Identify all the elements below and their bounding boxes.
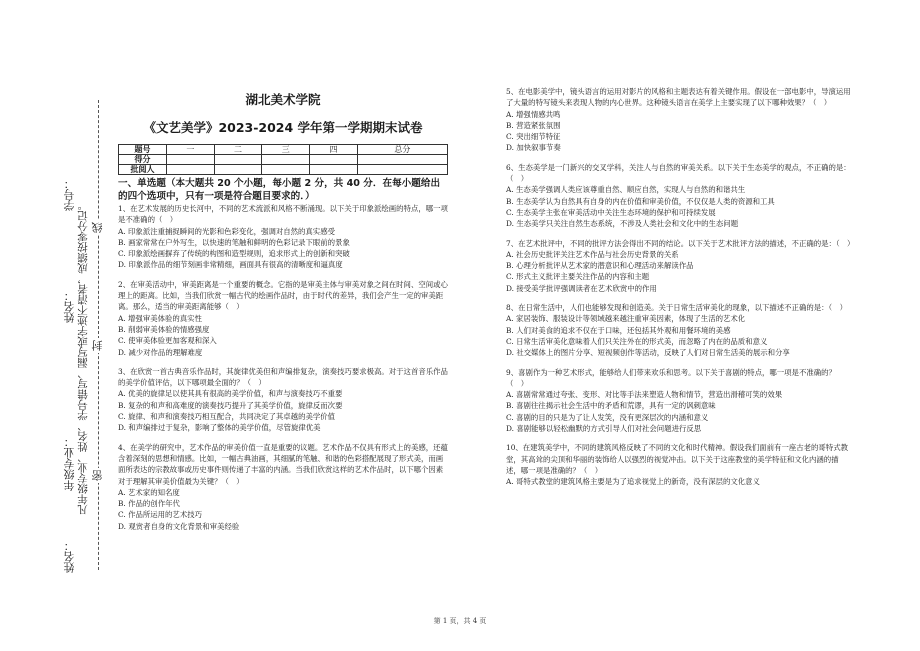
option-a[interactable]: A. 艺术家的知名度 [118, 487, 180, 497]
score-cell[interactable] [214, 155, 262, 165]
option-d[interactable]: D. 印象派作品的细节刻画非常精细，画面具有很高的清晰度和逼真度 [118, 260, 343, 270]
question-5 [506, 86, 851, 154]
binding-feng-mark: 封 [91, 340, 104, 351]
question-stem: 3、在欣赏一首古典音乐作品时，其旋律优美但和声编排复杂，演奏技巧要求极高。对于这首音乐作品的美学价值评估，以下哪项最全面的？（ ） [118, 366, 448, 388]
name-label-bottom: 姓名： [63, 540, 76, 573]
question-stem: 6、生态美学是一门新兴的交叉学科，关注人与自然的审美关系。以下关于生态美学的观点，不正确的是：（ ） [506, 162, 851, 184]
option-d[interactable]: D. 观赏者自身的文化背景和审美经验 [118, 521, 240, 531]
table-row-label: 批阅人 [119, 165, 167, 175]
option-a[interactable]: A. 增强审美体验的真实性 [118, 313, 202, 323]
score-cell[interactable] [357, 155, 447, 165]
question-8 [506, 302, 851, 358]
option-d[interactable]: D. 生态美学只关注自然生态系统，不涉及人类社会和文化中的生态问题 [506, 219, 739, 229]
option-a[interactable]: A. 增强情感共鸣 [506, 109, 561, 119]
right-column [506, 86, 855, 488]
option-c[interactable]: C. 作品所运用的艺术技巧 [118, 510, 202, 520]
question-1 [118, 203, 448, 271]
question-3 [118, 366, 448, 434]
option-d[interactable]: D. 减少对作品的理解难度 [118, 347, 203, 357]
score-table [118, 144, 448, 175]
option-b[interactable]: B. 喜剧往往揭示社会生活中的矛盾和荒谬，具有一定的讽刺意味 [506, 401, 716, 411]
option-a[interactable]: A. 社会历史批评关注艺术作品与社会历史背景的关系 [506, 249, 679, 259]
question-stem: 9、喜剧作为一种艺术形式，能够给人们带来欢乐和思考。以下关于喜剧的特点，哪一项是不准确的？（ ） [506, 367, 836, 388]
grader-cell[interactable] [262, 165, 310, 175]
option-d[interactable]: D. 接受美学批评强调读者在艺术欣赏中的作用 [506, 283, 657, 293]
section-heading: 一、单选题（本大题共 20 个小题，每小题 2 分，共 40 分．在每小题给出的四个选项中，只有一项是符合题目要求的．） [118, 178, 441, 202]
table-header-cell: 一 [167, 145, 215, 155]
table-row [119, 165, 448, 175]
grade-major-label: 年级专业： [63, 436, 76, 491]
option-a[interactable]: A. 生态美学强调人类应该尊重自然、顺应自然，实现人与自然的和谐共生 [506, 185, 746, 195]
option-a[interactable]: A. 哥特式教堂的建筑风格主要是为了追求视觉上的新奇，没有深层的文化意义 [506, 477, 760, 487]
question-4 [118, 442, 448, 532]
option-b[interactable]: B. 作品的创作年代 [118, 499, 180, 509]
option-b[interactable]: B. 生态美学认为自然具有自身的内在价值和审美价值，不仅仅是人类的资源和工具 [506, 196, 775, 206]
table-row-label: 题号 [119, 145, 167, 155]
binding-margin [0, 0, 110, 651]
option-c[interactable]: C. 印象派绘画摒弃了传统的构图和造型规则，追求形式上的创新和突破 [118, 249, 350, 259]
grader-cell[interactable] [357, 165, 447, 175]
option-d[interactable]: D. 加快叙事节奏 [506, 143, 561, 153]
question-stem: 4、在美学的研究中，艺术作品的审美价值一直是重要的议题。艺术作品不仅具有形式上的美感，还蕴含着深刻的思想和情感。比如，一幅古典油画，其细腻的笔触、和谐的色彩搭配展现了形式美，而画面所表达的宗教故事或历史事件则传递了丰富的内涵。当我们欣赏这样的艺术作品时，以下哪个因素对于理解其审美价值最为关键？（ ） [118, 442, 448, 486]
question-7 [506, 238, 855, 294]
grader-cell[interactable] [214, 165, 262, 175]
table-header-cell: 二 [214, 145, 262, 155]
option-a[interactable]: A. 优美的旋律足以使其具有很高的美学价值，和声与演奏技巧不重要 [118, 389, 343, 399]
question-2 [118, 279, 448, 358]
option-c[interactable]: C. 形式主义批评主要关注作品的内容和主题 [506, 272, 650, 282]
option-b[interactable]: B. 削弱审美体验的情感强度 [118, 324, 210, 334]
binding-mi-mark: 密 [91, 470, 104, 481]
exam-title: 《文艺美学》2023-2024 学年第一学期期末试卷 [143, 120, 423, 135]
option-b[interactable]: B. 心理分析批评从艺术家的潜意识和心理活动来解读作品 [506, 261, 694, 271]
page-footer: 第 1 页，共 4 页 [433, 617, 487, 625]
question-6 [506, 162, 851, 230]
option-d[interactable]: D. 社交媒体上的图片分享、短视频创作等活动，反映了人们对日常生活美的展示和分享 [506, 348, 790, 358]
student-id-label: 学号： [63, 178, 76, 211]
score-cell[interactable] [262, 155, 310, 165]
left-column [118, 88, 448, 532]
question-10 [506, 442, 851, 487]
option-c[interactable]: C. 日常生活审美化意味着人们只关注外在的形式美，而忽略了内在的品质和意义 [506, 336, 768, 346]
option-a[interactable]: A. 印象派注重捕捉瞬间的光影和色彩变化，强调对自然的真实感受 [118, 226, 335, 236]
question-stem: 5、在电影美学中，镜头语言的运用对影片的风格和主题表达有着关键作用。假设在一部电影中，导演运用了大量的特写镜头来表现人物的内心世界。这种镜头语言在美学上主要实现了以下哪种效果？（ ） [506, 87, 851, 108]
score-cell[interactable] [310, 155, 358, 165]
question-stem: 7、在艺术批评中，不同的批评方法会得出不同的结论。以下关于艺术批评方法的描述，不正确的是：（ ） [506, 238, 855, 248]
question-stem: 2、在审美活动中，审美距离是一个重要的概念。它指的是审美主体与审美对象之间在时间、空间或心理上的距离。比如，当我们欣赏一幅古代的绘画作品时，由于时代的差异，我们会产生一定的审美距离。那么，适当的审美距离能够（ ） [118, 279, 448, 312]
option-c[interactable]: C. 喜剧的目的只是为了让人发笑，没有更深层次的内涵和意义 [506, 412, 709, 422]
option-b[interactable]: B. 营造紧张氛围 [506, 120, 561, 130]
binding-dashed-line [98, 100, 99, 570]
option-d[interactable]: D. 和声编排过于复杂，影响了整体的美学价值，尽管旋律优美 [118, 423, 321, 433]
table-header-cell: 总分 [357, 145, 447, 155]
option-a[interactable]: A. 家居装饰、服装设计等领域越来越注重审美因素，体现了生活的艺术化 [506, 314, 746, 324]
name-label: 姓名： [63, 290, 76, 323]
question-stem: 1、在艺术发展的历史长河中，不同的艺术流派和风格不断涌现。以下关于印象派绘画的特点，哪一项是不准确的（ ） [118, 204, 448, 225]
score-cell[interactable] [167, 155, 215, 165]
table-row-label: 得分 [119, 155, 167, 165]
table-row [119, 145, 448, 155]
question-stem: 10、在建筑美学中，不同的建筑风格反映了不同的文化和时代精神。假设我们面前有一座古老的哥特式教堂，其高耸的尖顶和华丽的装饰给人以强烈的视觉冲击。以下关于这座教堂的美学特征和文化内涵的描述，哪一项是准确的？（ ） [506, 443, 848, 475]
grader-cell[interactable] [310, 165, 358, 175]
school-name: 湖北美术学院 [245, 92, 321, 107]
option-c[interactable]: C. 旋律、和声和演奏技巧相互配合，共同决定了其卓越的美学价值 [118, 412, 336, 422]
binding-notice: 凡年级专业、姓名、学号错写、漏写或字迹不清者，成绩按零分记。 [77, 200, 89, 515]
option-d[interactable]: D. 喜剧能够以轻松幽默的方式引导人们对社会问题进行反思 [506, 424, 702, 434]
table-header-cell: 四 [310, 145, 358, 155]
binding-xian-mark: 线 [91, 222, 104, 233]
question-9 [506, 367, 851, 435]
option-c[interactable]: C. 生态美学主张在审美活动中关注生态环境的保护和可持续发展 [506, 207, 716, 217]
option-b[interactable]: B. 画家常常在户外写生，以快速的笔触和鲜明的色彩记录下眼前的景象 [118, 237, 350, 247]
option-a[interactable]: A. 喜剧常常通过夸张、变形、对比等手法来塑造人物和情节，营造出滑稽可笑的效果 [506, 390, 783, 400]
grader-cell[interactable] [167, 165, 215, 175]
option-c[interactable]: C. 突出细节特征 [506, 132, 561, 142]
table-header-cell: 三 [262, 145, 310, 155]
table-row [119, 155, 448, 165]
option-b[interactable]: B. 复杂的和声和高难度的演奏技巧提升了其美学价值，旋律反而次要 [118, 400, 343, 410]
option-c[interactable]: C. 使审美体验更加客观和深入 [118, 336, 217, 346]
question-stem: 8、在日常生活中，人们也能够发现和创造美。关于日常生活审美化的现象，以下描述不正确的是：（ ） [506, 303, 847, 313]
option-b[interactable]: B. 人们对美食的追求不仅在于口味，还包括其外观和用餐环境的美感 [506, 325, 731, 335]
